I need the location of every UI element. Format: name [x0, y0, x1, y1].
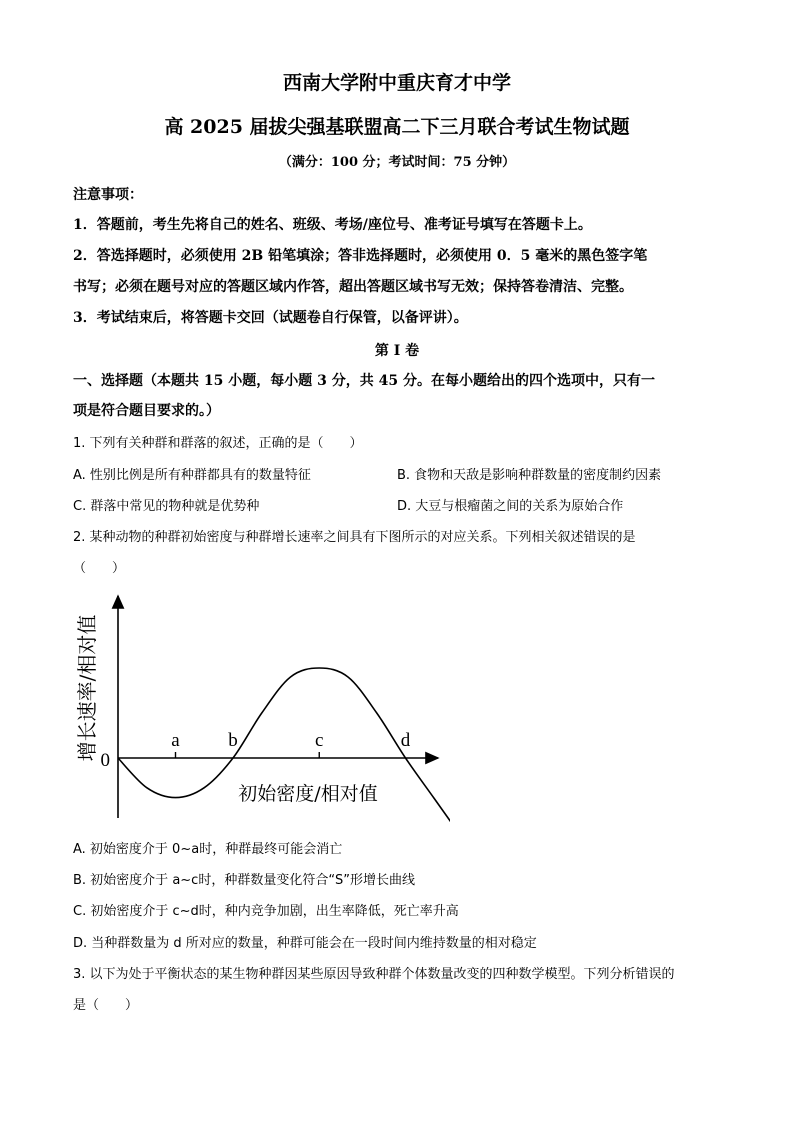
x-tick-label-d: d: [400, 730, 411, 751]
x-axis-label: 初始密度/相对值: [238, 783, 378, 805]
exam-title: 高 2025 届拔尖强基联盟高二下三月联合考试生物试题: [164, 116, 630, 138]
notice-item-3: 3．考试结束后，将答题卡交回（试题卷自行保管，以备评讲）。: [73, 310, 468, 326]
x-tick-label-b: b: [228, 730, 238, 751]
q1-option-d: D. 大豆与根瘤菌之间的关系为原始合作: [397, 499, 624, 514]
q1-option-c: C. 群落中常见的物种就是优势种: [73, 499, 260, 514]
school-name: 西南大学附中重庆育才中学: [282, 72, 511, 94]
y-axis-label: 增长速率/相对值: [75, 614, 99, 762]
exam-info: （满分：100 分；考试时间：75 分钟）: [278, 155, 516, 170]
q2-option-d: D. 当种群数量为 d 所对应的数量，种群可能会在一段时间内维持数量的相对稳定: [73, 936, 537, 951]
q2-stem-line-1: 2. 某种动物的种群初始密度与种群增长速率之间具有下图所示的对应关系。下列相关叙述错误的是: [73, 530, 636, 545]
q2-option-a: A. 初始密度介于 0~a时，种群最终可能会消亡: [73, 842, 343, 857]
volume-label: 第 I 卷: [374, 343, 420, 359]
section-heading-line-1: 一、选择题（本题共 15 小题，每小题 3 分，共 45 分。在每小题给出的四个选项中，只有一: [73, 373, 655, 389]
q2-stem-line-2: （ ）: [73, 561, 126, 576]
q2-option-b: B. 初始密度介于 a~c时，种群数量变化符合“S”形增长曲线: [73, 873, 416, 888]
growth-rate-chart: [60, 588, 450, 823]
origin-label: 0: [100, 750, 110, 771]
q1-option-a: A. 性别比例是所有种群都具有的数量特征: [73, 468, 311, 483]
q2-option-c: C. 初始密度介于 c~d时，种内竞争加剧，出生率降低，死亡率升高: [73, 904, 459, 919]
q3-stem-line-2: 是（ ）: [73, 998, 139, 1013]
notice-item-1: 1．答题前，考生先将自己的姓名、班级、考场/座位号、准考证号填写在答题卡上。: [73, 217, 592, 233]
notice-heading: 注意事项：: [73, 187, 143, 203]
notice-item-2-line-1: 2．答选择题时，必须使用 2B 铅笔填涂；答非选择题时，必须使用 0．5 毫米的黑色签字笔: [73, 248, 648, 264]
notice-item-2-line-2: 书写；必须在题号对应的答题区域内作答，超出答题区域书写无效；保持答卷清洁、完整。: [73, 279, 633, 295]
q1-option-b: B. 食物和天敌是影响种群数量的密度制约因素: [397, 468, 662, 483]
x-tick-label-a: a: [171, 730, 180, 751]
q1-stem: 1. 下列有关种群和群落的叙述，正确的是（ ）: [73, 436, 363, 451]
section-heading-line-2: 项是符合题目要求的。）: [73, 403, 220, 419]
x-tick-label-c: c: [315, 730, 324, 751]
q3-stem-line-1: 3. 以下为处于平衡状态的某生物种群因某些原因导致种群个体数量改变的四种数学模型。下列分析错误的: [73, 967, 675, 982]
